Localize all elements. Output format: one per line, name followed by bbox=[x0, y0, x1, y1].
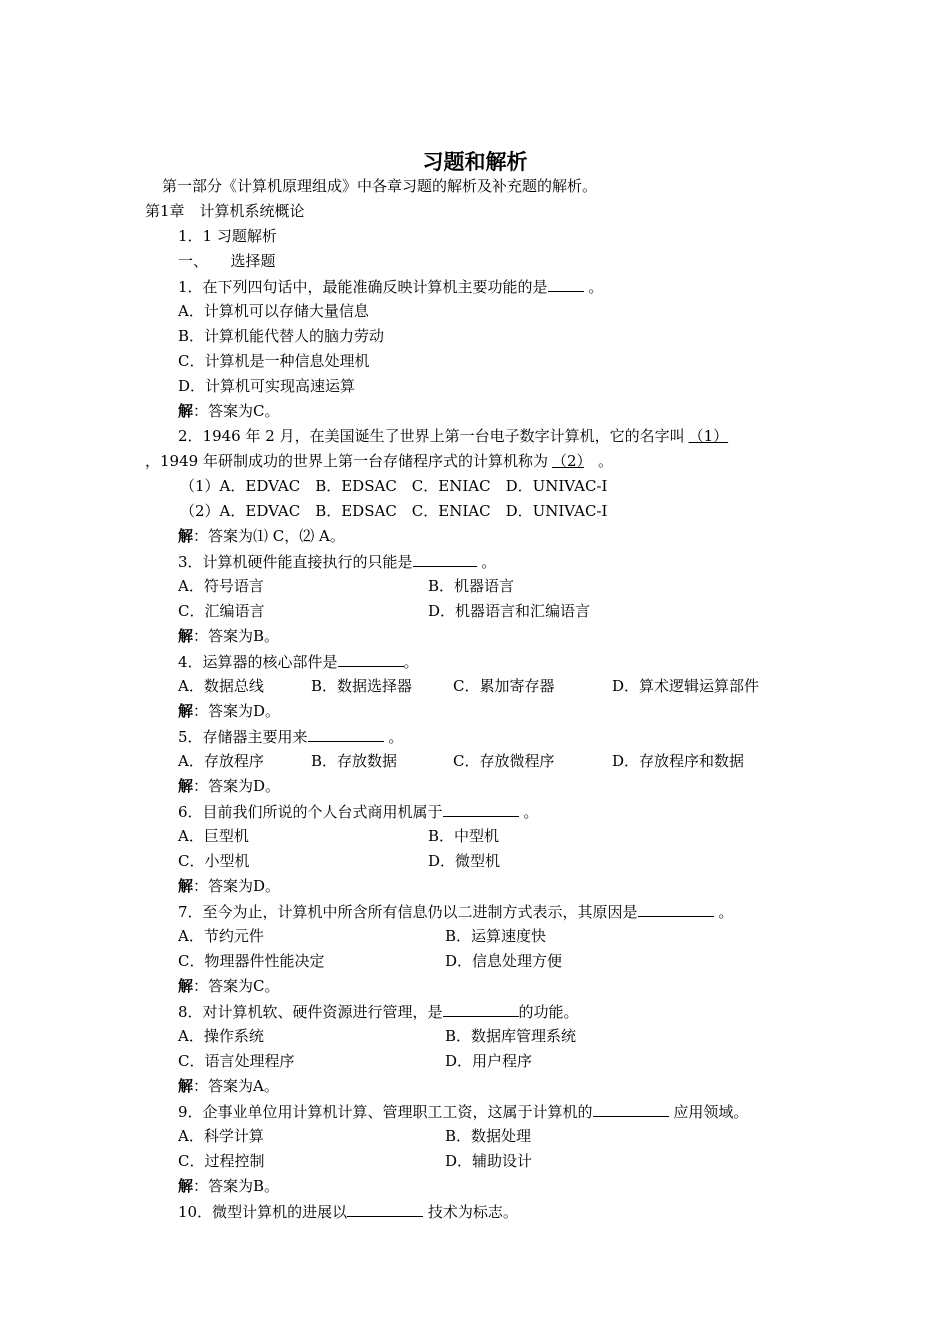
question-7-option-c: C．物理器件性能决定 bbox=[178, 952, 325, 970]
question-5-stem: 5．存储器主要用来 bbox=[178, 728, 308, 746]
question-1-option-a: A．计算机可以存储大量信息 bbox=[178, 302, 369, 320]
answer-blank bbox=[308, 726, 384, 742]
question-2-options-2: （2）A．EDVAC B．EDSAC C．ENIAC D．UNIVAC-Ⅰ bbox=[180, 502, 608, 520]
question-4-option-d: D．算术逻辑运算部件 bbox=[612, 677, 760, 695]
page-title: 习题和解析 bbox=[422, 150, 528, 174]
question-2-end: 。 bbox=[598, 452, 614, 470]
question-8-answer bbox=[178, 1076, 279, 1096]
question-8-option-d: D．用户程序 bbox=[445, 1052, 533, 1070]
question-1-stem: 1．在下列四句话中，最能准确反映计算机主要功能的是 bbox=[178, 278, 548, 296]
question-10-stem: 10．微型计算机的进展以 bbox=[178, 1203, 348, 1221]
answer-label: 解 bbox=[178, 627, 194, 645]
question-4-answer bbox=[178, 701, 280, 721]
question-2-text: ，1949 年研制成功的世界上第一台存储程序式的计算机称为 bbox=[145, 452, 548, 470]
answer-text: ：答案为B。 bbox=[193, 1177, 280, 1195]
question-1-option-d: D．计算机可实现高速运算 bbox=[178, 377, 356, 395]
question-10 bbox=[178, 1201, 518, 1221]
chapter-heading: 第1章 计算机系统概论 bbox=[145, 202, 305, 220]
question-5-end: 。 bbox=[383, 728, 404, 746]
question-5-option-a: A．存放程序 bbox=[178, 752, 264, 770]
question-4-option-b: B．数据选择器 bbox=[311, 677, 413, 695]
question-3-option-a: A．符号语言 bbox=[178, 577, 264, 595]
subsection-heading: 一、 选择题 bbox=[178, 252, 276, 270]
question-10-end: 技术为标志。 bbox=[423, 1203, 518, 1221]
question-9-stem: 9．企事业单位用计算机计算、管理职工工资，这属于计算机的 bbox=[178, 1103, 593, 1121]
question-4-end: 。 bbox=[403, 653, 419, 671]
question-2-options-1: （1）A．EDVAC B．EDSAC C．ENIAC D．UNIVAC-Ⅰ bbox=[180, 477, 608, 495]
question-3-end: 。 bbox=[476, 553, 497, 571]
question-6-option-a: A．巨型机 bbox=[178, 827, 249, 845]
question-3-option-d: D．机器语言和汇编语言 bbox=[428, 602, 591, 620]
answer-blank bbox=[638, 901, 714, 917]
question-2-answer bbox=[178, 526, 345, 546]
question-4-stem: 4．运算器的核心部件是 bbox=[178, 653, 338, 671]
question-8-option-b: B．数据库管理系统 bbox=[445, 1027, 577, 1045]
answer-text: ：答案为C。 bbox=[193, 977, 280, 995]
question-2-continued bbox=[145, 451, 613, 471]
answer-blank bbox=[593, 1101, 669, 1117]
question-1-end: 。 bbox=[583, 278, 604, 296]
answer-label: 解 bbox=[178, 1177, 194, 1195]
question-6-end: 。 bbox=[518, 803, 539, 821]
section-heading: 1．1 习题解析 bbox=[178, 227, 277, 245]
question-7-end: 。 bbox=[713, 903, 734, 921]
question-8 bbox=[178, 1001, 579, 1021]
intro-paragraph: 第一部分《计算机原理组成》中各章习题的解析及补充题的解析。 bbox=[162, 177, 598, 195]
answer-blank bbox=[347, 1201, 423, 1217]
question-6-answer bbox=[178, 876, 280, 896]
answer-label: 解 bbox=[178, 777, 194, 795]
question-4 bbox=[178, 651, 419, 671]
question-3-answer bbox=[178, 626, 279, 646]
answer-label: 解 bbox=[178, 977, 194, 995]
question-9-option-b: B．数据处理 bbox=[445, 1127, 532, 1145]
question-3-stem: 3．计算机硬件能直接执行的只能是 bbox=[178, 553, 413, 571]
answer-label: 解 bbox=[178, 402, 194, 420]
question-3-option-c: C．汇编语言 bbox=[178, 602, 265, 620]
question-1-option-c: C．计算机是一种信息处理机 bbox=[178, 352, 370, 370]
question-1 bbox=[178, 276, 603, 296]
question-7 bbox=[178, 901, 733, 921]
question-2 bbox=[178, 426, 736, 446]
question-5-option-c: C．存放微程序 bbox=[453, 752, 555, 770]
question-9-option-d: D．辅助设计 bbox=[445, 1152, 533, 1170]
answer-text: ：答案为D。 bbox=[193, 702, 281, 720]
question-2-stem: 2．1946 年 2 月，在美国诞生了世界上第一台电子数字计算机，它的名字叫 bbox=[178, 427, 685, 445]
answer-blank bbox=[548, 276, 584, 292]
question-4-option-a: A．数据总线 bbox=[178, 677, 264, 695]
question-4-option-c: C．累加寄存器 bbox=[453, 677, 555, 695]
question-2-blank-1: （1） bbox=[688, 427, 729, 445]
question-6-option-b: B．中型机 bbox=[428, 827, 500, 845]
answer-label: 解 bbox=[178, 702, 194, 720]
question-1-option-b: B．计算机能代替人的脑力劳动 bbox=[178, 327, 385, 345]
answer-text: ：答案为A。 bbox=[193, 1077, 279, 1095]
question-9-option-a: A．科学计算 bbox=[178, 1127, 264, 1145]
question-5-option-b: B．存放数据 bbox=[311, 752, 398, 770]
question-9 bbox=[178, 1101, 748, 1121]
question-6-option-d: D．微型机 bbox=[428, 852, 501, 870]
answer-blank bbox=[443, 801, 519, 817]
question-7-answer bbox=[178, 976, 280, 996]
answer-label: 解 bbox=[178, 877, 194, 895]
question-3 bbox=[178, 551, 496, 571]
question-8-option-a: A．操作系统 bbox=[178, 1027, 264, 1045]
question-2-blank-2: （2） bbox=[551, 452, 584, 470]
question-5-option-d: D．存放程序和数据 bbox=[612, 752, 745, 770]
question-9-end: 应用领域。 bbox=[668, 1103, 749, 1121]
answer-text: ：答案为⑴ C，⑵ A。 bbox=[193, 527, 345, 545]
question-1-answer bbox=[178, 401, 280, 421]
question-5-answer bbox=[178, 776, 280, 796]
question-8-end: 的功能。 bbox=[518, 1003, 579, 1021]
question-8-stem: 8．对计算机软、硬件资源进行管理，是 bbox=[178, 1003, 443, 1021]
question-7-option-d: D．信息处理方便 bbox=[445, 952, 563, 970]
answer-blank bbox=[338, 651, 404, 667]
question-6-option-c: C．小型机 bbox=[178, 852, 250, 870]
question-5 bbox=[178, 726, 403, 746]
question-7-option-b: B．运算速度快 bbox=[445, 927, 547, 945]
answer-text: ：答案为D。 bbox=[193, 877, 281, 895]
question-7-option-a: A．节约元件 bbox=[178, 927, 264, 945]
question-3-option-b: B．机器语言 bbox=[428, 577, 515, 595]
answer-text: ：答案为C。 bbox=[193, 402, 280, 420]
answer-text: ：答案为D。 bbox=[193, 777, 281, 795]
question-7-stem: 7．至今为止，计算机中所含所有信息仍以二进制方式表示，其原因是 bbox=[178, 903, 638, 921]
answer-label: 解 bbox=[178, 1077, 194, 1095]
answer-text: ：答案为B。 bbox=[193, 627, 280, 645]
question-9-option-c: C．过程控制 bbox=[178, 1152, 265, 1170]
answer-blank bbox=[413, 551, 477, 567]
answer-label: 解 bbox=[178, 527, 194, 545]
question-6 bbox=[178, 801, 538, 821]
question-9-answer bbox=[178, 1176, 279, 1196]
question-6-stem: 6．目前我们所说的个人台式商用机属于 bbox=[178, 803, 443, 821]
question-8-option-c: C．语言处理程序 bbox=[178, 1052, 295, 1070]
answer-blank bbox=[443, 1001, 519, 1017]
